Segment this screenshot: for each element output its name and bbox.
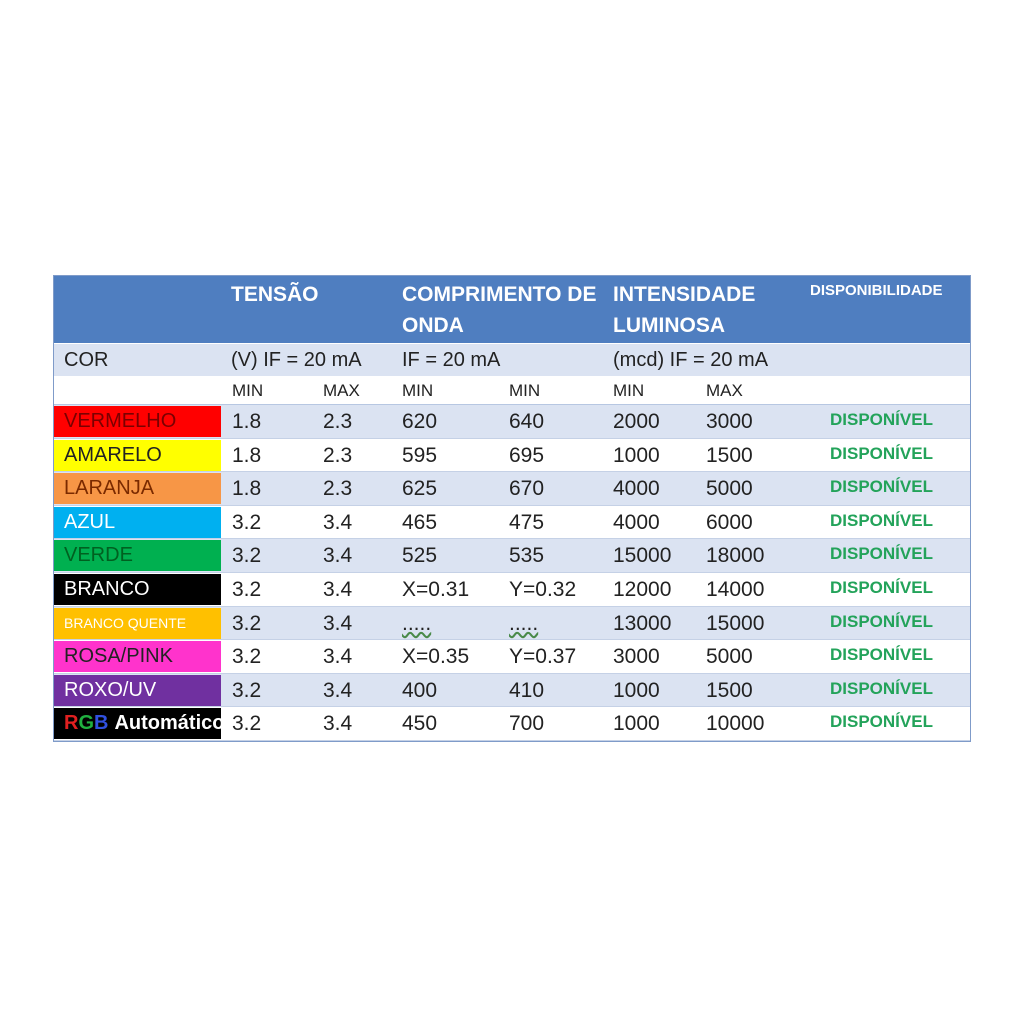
- cell-intensidade-min: 12000: [613, 577, 672, 601]
- cell-intensidade-max: 14000: [706, 577, 765, 601]
- subheader-tensao: (V) IF = 20 mA: [231, 349, 362, 371]
- cell-tensao-max: 3.4: [323, 510, 353, 534]
- led-spec-table: [53, 275, 971, 742]
- table-row: [54, 439, 970, 473]
- cell-intensidade-max: 5000: [706, 477, 753, 501]
- cell-tensao-min: 1.8: [232, 443, 262, 467]
- header-tensao: TENSÃO: [231, 283, 319, 306]
- cell-tensao-max: 3.4: [323, 577, 353, 601]
- color-swatch: [54, 641, 221, 672]
- table-subheader-row: [54, 343, 970, 376]
- cell-onda-max: 670: [509, 477, 545, 501]
- minmax-label: MIN: [232, 381, 264, 400]
- color-swatch: [54, 540, 221, 571]
- rgb-letter: R: [64, 712, 79, 735]
- color-swatch: [54, 440, 221, 471]
- table-row: [54, 539, 970, 573]
- color-swatch: [54, 708, 225, 739]
- cell-onda-min: X=0.35: [402, 645, 470, 669]
- cell-tensao-min: 3.2: [232, 678, 262, 702]
- table-row: [54, 472, 970, 506]
- cell-tensao-min: 1.8: [232, 410, 262, 433]
- status-available: DISPONÍVEL: [830, 712, 933, 732]
- cell-onda-max: 475: [509, 510, 545, 534]
- cell-onda-max: Y=0.32: [509, 577, 577, 601]
- cell-tensao-min: 3.2: [232, 645, 262, 669]
- rgb-letter: B: [94, 712, 109, 735]
- cell-onda-max: Y=0.37: [509, 645, 577, 669]
- cell-onda-min: 595: [402, 443, 438, 467]
- rgb-mode-label: Automático: [114, 712, 225, 735]
- cell-onda-max: 410: [509, 678, 545, 702]
- table-row: [54, 607, 970, 641]
- cell-intensidade-max: 3000: [706, 410, 753, 433]
- cell-intensidade-max: 1500: [706, 443, 753, 467]
- color-swatch: [54, 473, 221, 504]
- cell-tensao-max: 3.4: [323, 678, 353, 702]
- cell-onda-max: 695: [509, 443, 545, 467]
- status-available: DISPONÍVEL: [830, 611, 933, 631]
- table-row: [54, 573, 970, 607]
- subheader-comprimento: IF = 20 mA: [402, 349, 501, 371]
- cell-onda-max: 640: [509, 410, 545, 433]
- color-name: VERMELHO: [64, 410, 177, 432]
- cell-tensao-min: 1.8: [232, 477, 262, 501]
- cell-intensidade-max: 1500: [706, 678, 753, 702]
- table-header-row: [54, 276, 970, 343]
- minmax-label: MIN: [509, 381, 541, 400]
- cell-onda-min: X=0.31: [402, 577, 470, 601]
- subheader-intensidade: (mcd) IF = 20 mA: [613, 349, 769, 371]
- cell-tensao-min: 3.2: [232, 577, 262, 601]
- cell-intensidade-min: 1000: [613, 712, 660, 736]
- color-name: ROSA/PINK: [64, 645, 173, 668]
- cell-tensao-max: 2.3: [323, 443, 353, 467]
- color-swatch: [54, 406, 221, 437]
- color-name: BRANCO QUENTE: [64, 614, 187, 631]
- cell-intensidade-min: 13000: [613, 611, 672, 635]
- table-minmax-row: [54, 376, 970, 405]
- cell-intensidade-min: 15000: [613, 544, 672, 568]
- cell-intensidade-min: 4000: [613, 477, 660, 501]
- status-available: DISPONÍVEL: [830, 544, 933, 564]
- table-row: [54, 506, 970, 540]
- cell-intensidade-min: 1000: [613, 678, 660, 702]
- cell-intensidade-min: 2000: [613, 410, 660, 433]
- cell-onda-min: 625: [402, 477, 438, 501]
- status-available: DISPONÍVEL: [830, 510, 933, 530]
- minmax-label: MIN: [402, 381, 434, 400]
- color-name: LARANJA: [64, 477, 155, 500]
- cell-intensidade-max: 18000: [706, 544, 765, 568]
- cell-intensidade-min: 3000: [613, 645, 660, 669]
- cell-onda-max: 535: [509, 544, 545, 568]
- color-name: AZUL: [64, 510, 116, 533]
- cell-intensidade-max: 5000: [706, 645, 753, 669]
- table-row: [54, 707, 970, 741]
- cell-onda-min: 450: [402, 712, 438, 736]
- header-comprimento: COMPRIMENTO DE ONDA: [402, 283, 597, 337]
- cell-tensao-min: 3.2: [232, 611, 262, 635]
- color-name: AMARELO: [64, 443, 162, 466]
- cell-onda-min: 620: [402, 410, 438, 433]
- cell-tensao-min: 3.2: [232, 544, 262, 568]
- status-available: DISPONÍVEL: [830, 577, 933, 597]
- cell-onda-min: 465: [402, 510, 438, 534]
- cell-onda-max: 700: [509, 712, 545, 736]
- header-disponibilidade: DISPONIBILIDADE: [810, 282, 943, 299]
- status-available: DISPONÍVEL: [830, 443, 933, 463]
- subheader-cor: COR: [64, 349, 109, 371]
- cell-onda-max: .....: [509, 611, 539, 635]
- color-name: BRANCO: [64, 577, 150, 600]
- cell-tensao-max: 2.3: [323, 410, 353, 433]
- color-name: [64, 708, 224, 739]
- cell-onda-min: 525: [402, 544, 438, 568]
- color-swatch: [54, 574, 221, 605]
- table-row: [54, 674, 970, 708]
- cell-tensao-min: 3.2: [232, 510, 262, 534]
- cell-tensao-max: 3.4: [323, 544, 353, 568]
- cell-tensao-max: 3.4: [323, 712, 353, 736]
- color-swatch: [54, 507, 221, 538]
- cell-onda-min: .....: [402, 611, 432, 635]
- minmax-label: MIN: [613, 381, 645, 400]
- table-row: [54, 405, 970, 439]
- minmax-label: MAX: [323, 381, 360, 400]
- cell-intensidade-min: 1000: [613, 443, 660, 467]
- color-name: ROXO/UV: [64, 678, 157, 701]
- cell-tensao-max: 3.4: [323, 611, 353, 635]
- cell-intensidade-min: 4000: [613, 510, 660, 534]
- status-available: DISPONÍVEL: [830, 410, 933, 429]
- color-swatch: [54, 675, 221, 706]
- table-body: [54, 405, 970, 741]
- minmax-label: MAX: [706, 381, 743, 400]
- cell-intensidade-max: 6000: [706, 510, 753, 534]
- status-available: DISPONÍVEL: [830, 477, 933, 497]
- cell-onda-min: 400: [402, 678, 438, 702]
- rgb-letter: G: [78, 712, 95, 735]
- status-available: DISPONÍVEL: [830, 645, 933, 665]
- status-available: DISPONÍVEL: [830, 678, 933, 698]
- header-intensidade: INTENSIDADE LUMINOSA: [613, 283, 756, 337]
- cell-intensidade-max: 10000: [706, 712, 765, 736]
- table-row: [54, 640, 970, 674]
- color-swatch: [54, 608, 221, 639]
- color-name: VERDE: [64, 544, 133, 567]
- cell-intensidade-max: 15000: [706, 611, 765, 635]
- cell-tensao-max: 3.4: [323, 645, 353, 669]
- cell-tensao-max: 2.3: [323, 477, 353, 501]
- cell-tensao-min: 3.2: [232, 712, 262, 736]
